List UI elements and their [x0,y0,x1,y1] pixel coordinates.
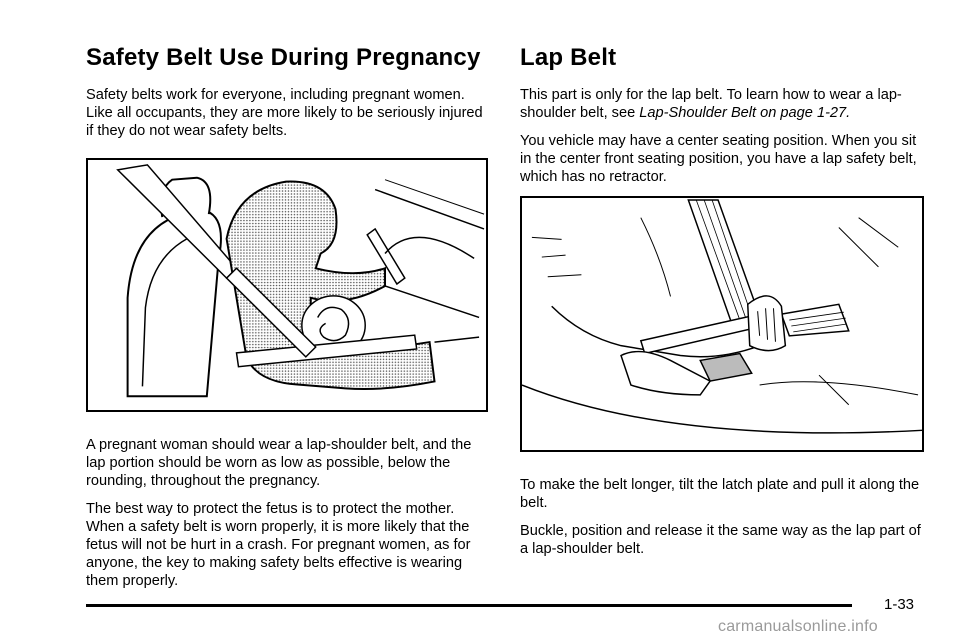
right-column [520,44,924,568]
watermark: carmanualsonline.info [718,618,878,635]
footer-rule [86,604,852,607]
lap-belt-para-1: You vehicle may have a center seating position. When you sit in the center front seating position, you have a lap safety belt, which has no retractor. [520,133,917,185]
pregnancy-para-1: A pregnant woman should wear a lap-shoulder belt, and the lap portion should be worn as low as possible, below the rounding, throughout the pregnancy. [86,437,472,489]
lap-belt-intro [520,86,924,122]
lap-belt-para-2: To make the belt longer, tilt the latch plate and pull it along the belt. [520,477,920,511]
section-title-pregnancy: Safety Belt Use During Pregnancy [86,44,481,71]
pregnancy-para-2: The best way to protect the fetus is to protect the mother. When a safety belt is worn properly, it is more likely that the fetus will not be hurt in a crash. For pregnant women, as for anyone, the key to making safety belts effective is wearing them properly. [86,501,471,589]
pregnancy-intro: Safety belts work for everyone, including pregnant women. Like all occupants, they are more likely to be seriously injured if they do not wear safety belts. [86,87,483,139]
lap-belt-para-3: Buckle, position and release it the same way as the lap part of a lap-shoulder belt. [520,523,921,557]
page-number: 1-33 [884,596,915,613]
section-title-lap-belt: Lap Belt [520,44,617,71]
lap-belt-illustration [520,196,924,452]
lap-belt-intro-text: This part is only for the lap belt. To learn how to wear a lap-shoulder belt, see [520,87,902,121]
pregnant-woman-illustration [86,158,488,412]
left-column [86,44,488,600]
lap-shoulder-belt-reference[interactable]: Lap-Shoulder Belt on page 1-27. [639,105,851,121]
